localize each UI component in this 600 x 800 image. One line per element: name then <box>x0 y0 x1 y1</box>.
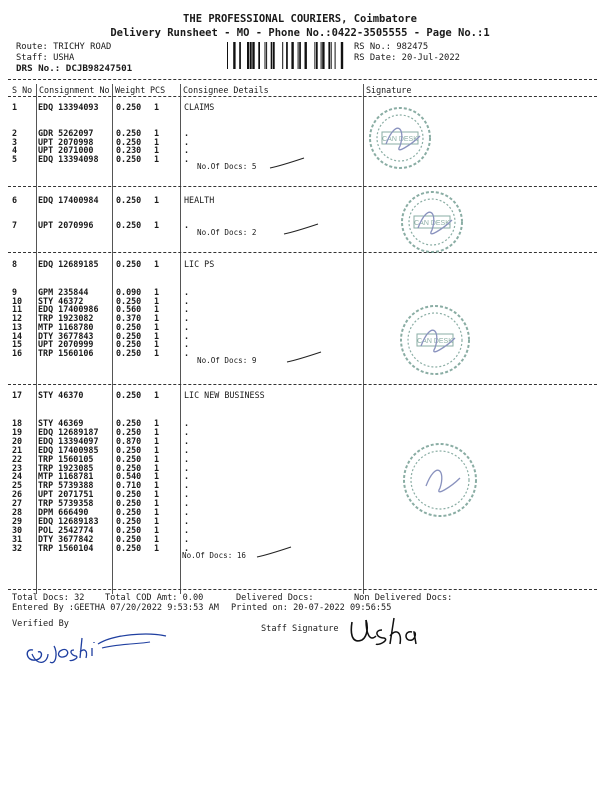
row-consignment-no: DTY 3677843 <box>38 330 94 341</box>
row-consignment-no: EDQ 13394098 <box>38 154 99 165</box>
row-consignee-dot: . <box>184 295 190 306</box>
row-sno: 9 <box>12 287 18 297</box>
row-pcs: 1 <box>154 462 160 473</box>
delivery-stamp <box>394 434 486 526</box>
row-consignee: HEALTH <box>184 195 215 205</box>
row-pcs: 1 <box>154 418 160 428</box>
row-pcs: 1 <box>154 507 160 517</box>
row-weight: 0.250 <box>116 220 142 230</box>
row-pcs: 1 <box>154 515 160 526</box>
row-sno: 18 <box>12 418 23 428</box>
row-consignment-no: MTP 1168780 <box>38 321 94 332</box>
group-separator <box>8 252 597 253</box>
delivery-stamp <box>391 296 479 384</box>
row-weight: 0.230 <box>116 145 142 156</box>
row-sno: 13 <box>12 321 23 332</box>
row-weight: 0.090 <box>116 287 142 297</box>
row-consignee-dot: . <box>184 444 190 455</box>
row-sno: 5 <box>12 154 18 165</box>
verifier-signature <box>18 622 178 671</box>
row-consignment-no: TRP 1560106 <box>38 347 94 358</box>
row-sno: 30 <box>12 524 23 535</box>
row-consignment-no: DPM 666490 <box>38 507 89 517</box>
row-consignment-no: UPT 2070996 <box>38 220 94 230</box>
tick-mark <box>285 350 325 364</box>
row-consignee-dot: . <box>184 426 190 437</box>
row-consignee-dot: . <box>184 154 190 165</box>
row-sno: 10 <box>12 295 23 306</box>
non-delivered-docs: Non Delivered Docs: <box>354 593 453 603</box>
row-weight: 0.250 <box>116 136 142 147</box>
delivered-docs: Delivered Docs: <box>236 593 314 603</box>
row-weight: 0.250 <box>116 128 142 138</box>
col-sno-header: S No <box>12 85 33 95</box>
row-consignee-dot: . <box>184 462 190 473</box>
row-weight: 0.250 <box>116 489 142 500</box>
tick-mark <box>282 222 322 236</box>
delivery-stamp <box>392 182 472 262</box>
row-consignee-dot: . <box>184 498 190 509</box>
col-consignee-header: Consignee Details <box>183 85 269 95</box>
row-weight: 0.250 <box>116 295 142 306</box>
row-weight: 0.250 <box>116 154 142 165</box>
tick-mark <box>268 156 308 170</box>
row-consignment-no: EDQ 12689183 <box>38 515 99 526</box>
row-weight: 0.250 <box>116 507 142 517</box>
row-weight: 0.250 <box>116 462 142 473</box>
col-divider <box>180 84 181 594</box>
col-weight-header: Weight <box>115 85 146 95</box>
row-weight: 0.250 <box>116 498 142 509</box>
row-weight: 0.250 <box>116 524 142 535</box>
barcode <box>227 42 347 69</box>
row-consignment-no: TRP 5739358 <box>38 498 94 509</box>
row-sno: 22 <box>12 453 23 464</box>
row-sno: 2 <box>12 128 18 138</box>
row-consignment-no: UPT 2071751 <box>38 489 94 500</box>
row-consignee-dot: . <box>184 453 190 464</box>
row-consignment-no: EDQ 17400984 <box>38 195 99 205</box>
row-consignee-dot: . <box>184 515 190 526</box>
row-weight: 0.560 <box>116 304 142 315</box>
row-pcs: 1 <box>154 313 160 324</box>
row-consignment-no: MTP 1168781 <box>38 471 94 482</box>
row-weight: 0.540 <box>116 471 142 482</box>
row-consignee-dot: . <box>184 542 190 553</box>
row-pcs: 1 <box>154 195 160 205</box>
row-consignment-no: STY 46372 <box>38 295 84 306</box>
row-consignment-no: EDQ 12689187 <box>38 426 99 437</box>
row-consignee-dot: . <box>184 287 190 297</box>
row-consignee-dot: . <box>184 507 190 517</box>
row-weight: 0.250 <box>116 453 142 464</box>
row-pcs: 1 <box>154 542 160 553</box>
row-pcs: 1 <box>154 453 160 464</box>
tick-mark <box>255 545 295 559</box>
row-sno: 25 <box>12 480 23 491</box>
row-consignment-no: TRP 1560104 <box>38 542 94 553</box>
staff-label: Staff: USHA <box>16 53 75 63</box>
row-consignee-dot: . <box>184 489 190 500</box>
rs-number: RS No.: 982475 <box>354 42 429 52</box>
table-top-rule <box>8 79 597 80</box>
row-consignment-no: UPT 2070999 <box>38 339 94 350</box>
verified-by-label: Verified By <box>12 619 69 629</box>
row-pcs: 1 <box>154 304 160 315</box>
row-pcs: 1 <box>154 480 160 491</box>
total-docs: Total Docs: 32 <box>12 593 85 603</box>
row-pcs: 1 <box>154 533 160 544</box>
stamp-text: CAN DESK <box>417 338 453 345</box>
row-consignee-dot: . <box>184 524 190 535</box>
row-weight: 0.250 <box>116 426 142 437</box>
row-consignee-dot: . <box>184 128 190 138</box>
row-consignee: LIC NEW BUSINESS <box>184 390 265 400</box>
route-label: Route: TRICHY ROAD <box>16 42 112 52</box>
col-signature-header: Signature <box>366 85 412 95</box>
row-pcs: 1 <box>154 259 160 269</box>
row-weight: 0.250 <box>116 542 142 553</box>
row-sno: 4 <box>12 145 18 156</box>
row-weight: 0.250 <box>116 195 142 205</box>
row-sno: 8 <box>12 259 18 269</box>
row-consignment-no: TRP 1560105 <box>38 453 94 464</box>
row-weight: 0.250 <box>116 339 142 350</box>
row-consignee-dot: . <box>184 330 190 341</box>
staff-signature-label: Staff Signature <box>261 624 339 634</box>
table-bottom-rule <box>8 589 597 590</box>
row-sno: 26 <box>12 489 23 500</box>
group-doc-count: No.Of Docs: 16 <box>182 550 247 560</box>
row-weight: 0.250 <box>116 321 142 332</box>
row-consignee-dot: . <box>184 533 190 544</box>
drs-number: DRS No.: DCJB98247501 <box>16 63 133 74</box>
row-consignee-dot: . <box>184 313 190 324</box>
row-sno: 14 <box>12 330 23 341</box>
row-consignee: LIC PS <box>184 259 215 269</box>
table-header-rule <box>8 96 597 97</box>
row-weight: 0.250 <box>116 515 142 526</box>
row-pcs: 1 <box>154 524 160 535</box>
row-weight: 0.250 <box>116 418 142 428</box>
row-consignment-no: UPT 2071000 <box>38 145 94 156</box>
row-pcs: 1 <box>154 471 160 482</box>
row-consignment-no: TRP 1923085 <box>38 462 94 473</box>
row-consignee-dot: . <box>184 304 190 315</box>
row-consignment-no: POL 2542774 <box>38 524 94 535</box>
row-weight: 0.370 <box>116 313 142 324</box>
row-pcs: 1 <box>154 426 160 437</box>
row-consignment-no: EDQ 13394093 <box>38 102 99 112</box>
row-sno: 28 <box>12 507 23 517</box>
row-sno: 21 <box>12 444 23 455</box>
stamp-text: CAN DESK <box>414 220 450 227</box>
row-consignee: CLAIMS <box>184 102 215 112</box>
row-pcs: 1 <box>154 321 160 332</box>
page-title: THE PROFESSIONAL COURIERS, Coimbatore <box>183 13 417 25</box>
row-sno: 16 <box>12 347 23 358</box>
col-consignment-header: Consignment No <box>39 85 110 95</box>
row-weight: 0.250 <box>116 102 142 112</box>
row-sno: 32 <box>12 542 23 553</box>
row-weight: 0.870 <box>116 435 142 446</box>
row-consignment-no: TRP 5739388 <box>38 480 94 491</box>
row-consignment-no: GDR 5262097 <box>38 128 94 138</box>
row-pcs: 1 <box>154 287 160 297</box>
row-weight: 0.250 <box>116 259 142 269</box>
row-consignee-dot: . <box>184 435 190 446</box>
row-sno: 11 <box>12 304 23 315</box>
entered-by: Entered By :GEETHA 07/20/2022 9:53:53 AM <box>12 603 219 613</box>
row-consignment-no: DTY 3677842 <box>38 533 94 544</box>
row-consignment-no: EDQ 17400985 <box>38 444 99 455</box>
row-weight: 0.250 <box>116 347 142 358</box>
row-pcs: 1 <box>154 145 160 156</box>
row-weight: 0.250 <box>116 390 142 400</box>
row-pcs: 1 <box>154 498 160 509</box>
row-sno: 27 <box>12 498 23 509</box>
col-divider <box>112 84 113 594</box>
row-consignee-dot: . <box>184 321 190 332</box>
row-sno: 7 <box>12 220 18 230</box>
row-consignee-dot: . <box>184 471 190 482</box>
row-consignment-no: EDQ 12689185 <box>38 259 99 269</box>
col-pcs-header: PCS <box>150 85 166 95</box>
row-consignment-no: TRP 1923082 <box>38 313 94 324</box>
row-sno: 23 <box>12 462 23 473</box>
col-divider <box>36 84 37 594</box>
delivery-stamp <box>360 98 440 178</box>
printed-on: Printed on: 20-07-2022 09:56:55 <box>231 603 392 613</box>
row-consignment-no: GPM 235844 <box>38 287 89 297</box>
row-consignment-no: UPT 2070998 <box>38 136 94 147</box>
row-sno: 17 <box>12 390 23 400</box>
row-consignment-no: STY 46369 <box>38 418 84 428</box>
row-sno: 20 <box>12 435 23 446</box>
staff-handwritten-signature <box>348 614 428 658</box>
row-consignee-dot: . <box>184 145 190 156</box>
group-doc-count: No.Of Docs: 5 <box>197 162 257 172</box>
row-pcs: 1 <box>154 136 160 147</box>
row-weight: 0.250 <box>116 444 142 455</box>
row-pcs: 1 <box>154 330 160 341</box>
row-consignment-no: STY 46370 <box>38 390 84 400</box>
row-weight: 0.710 <box>116 480 142 491</box>
group-separator <box>8 384 597 385</box>
row-sno: 31 <box>12 533 23 544</box>
row-sno: 24 <box>12 471 23 482</box>
row-pcs: 1 <box>154 128 160 138</box>
group-separator <box>8 186 597 187</box>
row-pcs: 1 <box>154 435 160 446</box>
row-consignee-dot: . <box>184 418 190 428</box>
row-consignment-no: EDQ 17400986 <box>38 304 99 315</box>
row-pcs: 1 <box>154 220 160 230</box>
row-pcs: 1 <box>154 347 160 358</box>
row-sno: 19 <box>12 426 23 437</box>
row-pcs: 1 <box>154 295 160 306</box>
row-pcs: 1 <box>154 339 160 350</box>
page-subtitle: Delivery Runsheet - MO - Phone No.:0422-3505555 - Page No.:1 <box>110 27 490 39</box>
row-consignee-dot: . <box>184 347 190 358</box>
row-pcs: 1 <box>154 489 160 500</box>
row-sno: 1 <box>12 102 18 112</box>
group-doc-count: No.Of Docs: 9 <box>197 355 257 365</box>
row-pcs: 1 <box>154 390 160 400</box>
row-consignee-dot: . <box>184 136 190 147</box>
row-sno: 12 <box>12 313 23 324</box>
row-sno: 15 <box>12 339 23 350</box>
row-pcs: 1 <box>154 154 160 165</box>
row-sno: 3 <box>12 136 18 147</box>
row-weight: 0.250 <box>116 330 142 341</box>
row-consignee-dot: . <box>184 480 190 491</box>
row-pcs: 1 <box>154 102 160 112</box>
rs-date: RS Date: 20-Jul-2022 <box>354 53 460 63</box>
row-pcs: 1 <box>154 444 160 455</box>
row-sno: 29 <box>12 515 23 526</box>
row-consignee-dot: . <box>184 220 190 230</box>
row-weight: 0.250 <box>116 533 142 544</box>
row-consignee-dot: . <box>184 339 190 350</box>
row-consignment-no: EDQ 13394097 <box>38 435 99 446</box>
group-doc-count: No.Of Docs: 2 <box>197 228 257 237</box>
stamp-text: CAN DESK <box>382 136 418 143</box>
total-cod: Total COD Amt: 0.00 <box>105 593 204 603</box>
row-sno: 6 <box>12 195 18 205</box>
